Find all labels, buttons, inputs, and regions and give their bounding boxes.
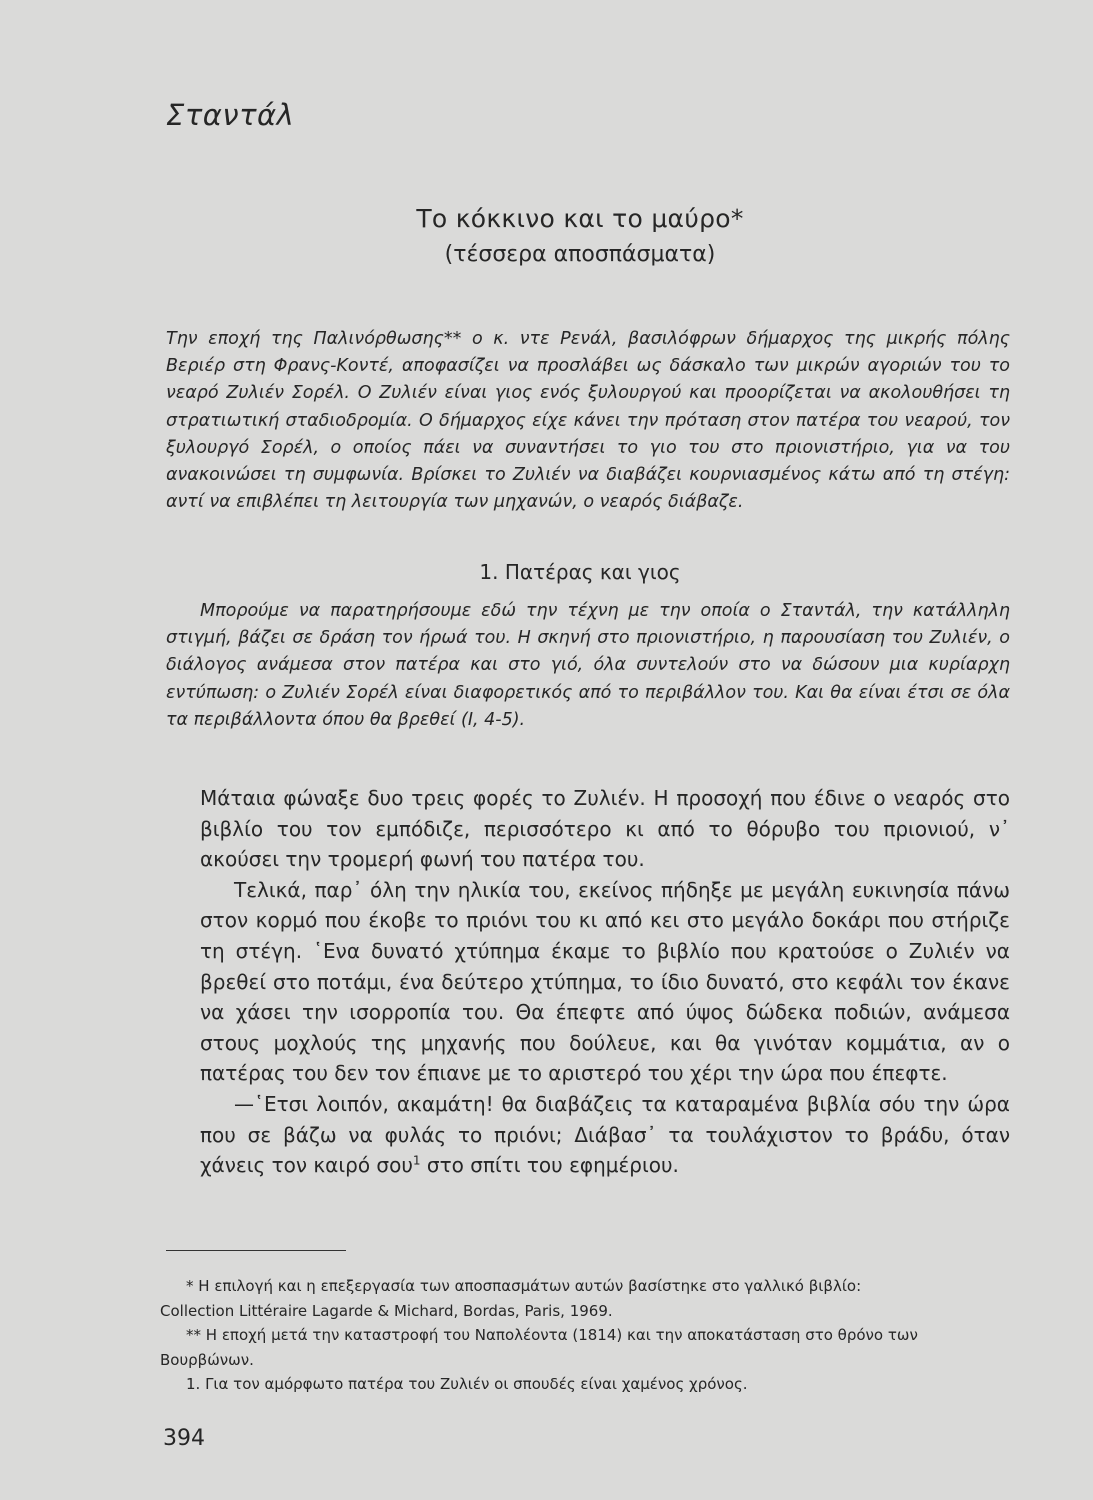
excerpt-paragraph-1: Μάταια φώναξε δυο τρεις φορές το Ζυλιέν. Η προσοχή που έδινε ο νεαρός στο βιβλίο του τον εμπόδιζε, περισσότερο κι από το θόρυβο του πριονιού, ν᾿ ακούσει την τρομερή φωνή του πατέρα του.: [200, 786, 1010, 872]
footnote-divider: [166, 1250, 346, 1251]
footnote-3: 1. Για τον αμόρφωτο πατέρα του Ζυλιέν οι σπουδές είναι χαμένος χρόνος.: [186, 1375, 748, 1394]
excerpt-paragraph-3: [200, 1089, 1010, 1181]
work-subtitle: (τέσσερα αποσπάσματα): [444, 242, 716, 267]
work-title: Το κόκκινο και το μαύρο*: [416, 204, 744, 233]
section-heading: 1. Πατέρας και γιος: [479, 560, 681, 584]
page-number: 394: [163, 1426, 205, 1451]
footnote-ref-1: 1: [412, 1153, 421, 1168]
footnote-2: ** Η εποχή μετά την καταστροφή του Ναπολέοντα (1814) και την αποκατάσταση στο θρόνο των Βουρβώνων.: [160, 1326, 918, 1369]
footnote-1: * Η επιλογή και η επεξεργασία των αποσπασμάτων αυτών βασίστηκε στο γαλλικό βιβλίο:: [186, 1277, 862, 1295]
intro-paragraph: Την εποχή της Παλινόρθωσης** ο κ. ντε Ρενάλ, βασιλόφρων δήμαρχος της μικρής πόλης Βεριέρ στη Φρανς-Κοντέ, αποφασίζει να προσλάβει ως δάσκαλο των μικρών αγοριών του το νεαρό Ζυλιέν Σορέλ. Ο Ζυλιέν είναι γιος ενός ξυλουργού και προορίζεται να ακολουθήσει τη στρατιωτική σταδιοδρομία. Ο δήμαρχος είχε κάνει την πρόταση στον πατέρα του νεαρού, τον ξυλουργό Σορέλ, ο οποίος πάει να συναντήσει το γιο του στο πριονιστήριο, για να του ανακοινώσει τη συμφωνία. Βρίσκει το Ζυλιέν να διαβάζει κουρνιασμένος κάτω από τη στέγη: αντί να επιβλέπει τη λειτουργία των μηχανών, ο νεαρός διάβαζε.: [166, 329, 1010, 513]
excerpt-paragraph-3-end: στο σπίτι του εφημέριου.: [420, 1153, 679, 1178]
excerpt-text: [200, 783, 1010, 1181]
author-heading: Σταντάλ: [166, 98, 295, 132]
commentary-paragraph: Μπορούμε να παρατηρήσουμε εδώ την τέχνη με την οποία ο Σταντάλ, την κατάλληλη στιγμή, βάζει σε δράση τον ήρωά του. Η σκηνή στο πριονιστήριο, η παρουσίαση του Ζυλιέν, ο διάλογος ανάμεσα στον πατέρα και στο γιό, όλα συντελούν στο να δώσουν μια κυρίαρχη εντύπωση: ο Ζυλιέν Σορέλ είναι διαφορετικός από το περιβάλλον του. Και θα είναι έτσι σε όλα τα περιβάλλοντα όπου θα βρεθεί (I, 4-5).: [166, 601, 1010, 730]
excerpt-paragraph-2: Τελικά, παρ᾿ όλη την ηλικία του, εκείνος πήδηξε με μεγάλη ευκινησία πάνω στον κορμό που έκοβε το πριόνι του κι από κει στο μεγάλο δοκάρι που στήριζε τη στέγη. ῾Ενα δυνατό χτύπημα έκαμε το βιβλίο που κρατούσε ο Ζυλιέν να βρεθεί στο ποτάμι, ένα δεύτερο χτύπημα, το ίδιο δυνατό, στο κεφάλι τον έκανε να χάσει την ισορροπία του. Θα έπεφτε από ύψος δώδεκα ποδιών, ανάμεσα στους μοχλούς της μηχανής που δούλευε, και θα γινόταν κομμάτια, αν ο πατέρας του δεν τον έπιανε με το αριστερό του χέρι την ώρα που έπεφτε.: [200, 877, 1010, 1086]
footnote-1-continued: Collection Littéraire Lagarde & Michard, Bordas, Paris, 1969.: [160, 1301, 613, 1320]
footnotes: [160, 1274, 1010, 1397]
excerpt-paragraph-3-text: —῾Ετσι λοιπόν, ακαμάτη! θα διαβάζεις τα καταραμένα βιβλία σόυ την ώρα που σε βάζω να φυλάς το πριόνι; Διάβασ᾿ τα τουλάχιστον το βράδυ, όταν χάνεις τον καιρό σου: [200, 1091, 1010, 1178]
